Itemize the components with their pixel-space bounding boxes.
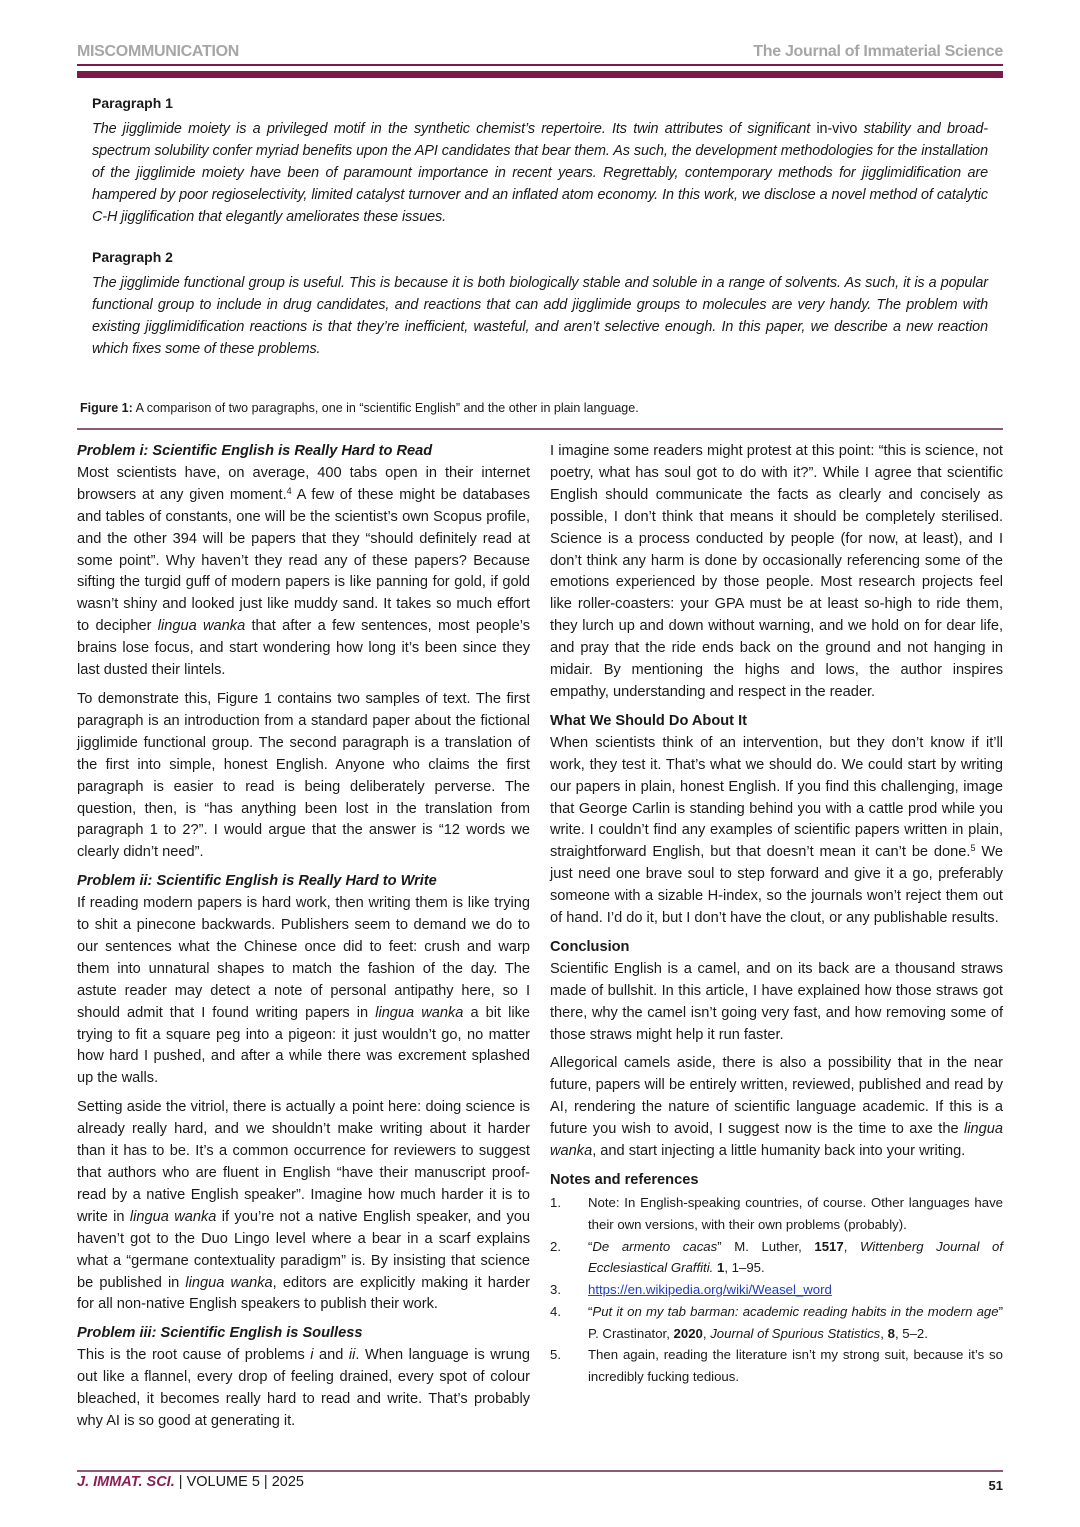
text-span: and — [313, 1347, 349, 1364]
footnote-ref[interactable]: 4 — [286, 485, 292, 496]
reference-title: De armento cacas — [592, 1238, 718, 1254]
text-span: We just need one brave soul to step forward and give it a go, preferably someone with a sizable H-index, so the journals won’t reject them out of hand. I’d do it, but I don’t have the clout, or any publishable results. — [550, 844, 1003, 927]
reference-text: Note: In English-speaking countries, of course. Other languages have their own versions, with their own problems (probably). — [588, 1194, 1003, 1232]
body-paragraph — [77, 463, 530, 682]
footnote-ref[interactable]: 5 — [970, 843, 976, 854]
footer-citation — [77, 1474, 304, 1490]
quote-mark: “ — [588, 1303, 593, 1319]
footer-rule — [77, 1470, 1003, 1472]
text-span: , editors are explicitly making it harder for all non-native English speakers to publish their work. — [77, 1274, 530, 1313]
reference-number: 4. — [550, 1303, 561, 1319]
header-thin-rule — [77, 64, 1003, 66]
reference-volume: 1 — [717, 1260, 725, 1276]
emphasis: lingua wanka — [157, 618, 246, 635]
reference-link[interactable]: https://en.wikipedia.org/wiki/Weasel_word — [588, 1282, 832, 1298]
figure-1 — [77, 92, 1003, 360]
footer-volume: | VOLUME 5 | 2025 — [174, 1474, 304, 1490]
emphasis: lingua wanka — [550, 1121, 1003, 1160]
reference-number: 1. — [550, 1194, 561, 1210]
section-title-what-we-should-do: What We Should Do About It — [550, 712, 747, 729]
header-thick-rule — [77, 71, 1003, 78]
reference-list — [550, 1192, 1003, 1388]
body-paragraph: I imagine some readers might protest at this point: “this is science, not poetry, what has soul got to do with it?”. While I agree that scientific English should communicate the facts as clearly and concisely as possible, I don’t think that means it should be completely sterilised. Science is a process conducted by people (for now, at least), and I don’t think any harm is done by occasionally referencing some of the emotions experienced by those people. Most research projects feel like roller-coasters: your GPA must be at least so-high to ride them, they lurch up and down without warning, and we hold on for dear life, and pray that the ride ends back on the ground and not hanging in midair. By mentioning the highs and lows, the author inspires empathy, understanding and respect in the reader. — [550, 443, 1003, 700]
section-title-problem-ii: Problem ii: Scientific English is Really Hard to Write — [77, 873, 437, 890]
reference-text — [588, 1279, 1003, 1301]
body-paragraph — [550, 1053, 1003, 1163]
reference-journal: Wittenberg Journal of Ecclesiastical Graffiti. — [588, 1238, 1004, 1276]
body-paragraph: Scientific English is a camel, and on its back are a thousand straws made of bullshit. In this article, I have explained how those straws got there, why the camel isn’t going very fast, and how removing some of those straws might help it run faster. — [550, 960, 1003, 1043]
figure-paragraph-2-text: The jigglimide functional group is useful. This is because it is both biologically stable and soluble in a range of solvents. As such, it is a popular functional group to include in drug candidates, and reactions that can add jigglimide groups to molecules are very handy. The problem with existing jigglimidification reactions is that they’re inefficient, wasteful, and aren’t selective enough. In this paper, we describe a new reaction which fixes some of these problems. — [92, 275, 988, 357]
reference-number: 5. — [550, 1347, 561, 1363]
text-span: This is the root cause of problems — [77, 1347, 311, 1364]
body-paragraph — [77, 1097, 530, 1316]
text-span: a bit like trying to fit a square peg into a pigeon: it just wouldn’t go, no matter how hard I pushed, and after a while there was excrement splashed up the walls. — [77, 1004, 530, 1087]
emphasis: ii — [348, 1347, 356, 1364]
text-span: . When language is wrung out like a flannel, every drop of feeling drained, every spot of colour bleached, it becomes really hard to read and write. That’s probably why AI is so good at generating it. — [77, 1347, 530, 1429]
text-span: Allegorical camels aside, there is also a possibility that in the near future, papers will be entirely written, reviewed, published and read by AI, rendering the nature of scientific language academic. If this is a future you wish to avoid, I suggest now is the time to axe the — [550, 1055, 1003, 1138]
reference-text — [588, 1236, 1003, 1280]
quote-mark: ” — [717, 1238, 722, 1254]
reference-pages: , 5–2. — [894, 1325, 928, 1341]
text-span: The jigglimide moiety is a privileged motif in the synthetic chemist’s repertoire. Its twin attributes of significant — [92, 121, 817, 137]
emphasis: lingua wanka — [375, 1004, 464, 1021]
reference-text — [588, 1301, 1003, 1345]
right-column — [550, 441, 1003, 1388]
text-span: If reading modern papers is hard work, then writing them is like trying to shit a pinecone backwards. Publishers seem to demand we do to our sentences what the Chinese once did to feet: crush and warp them into unnatural shapes to match the fashion of the day. The astute reader may detect a note of personal antipathy here, so I should admit that I found writing papers in — [77, 895, 530, 1021]
reference-year: 1517 — [814, 1238, 844, 1254]
left-column — [77, 441, 530, 1433]
reference-number: 2. — [550, 1238, 561, 1254]
section-title-conclusion: Conclusion — [550, 938, 630, 955]
body-paragraph — [77, 1345, 530, 1433]
section-title-references: Notes and references — [550, 1172, 699, 1188]
separator: , — [843, 1238, 860, 1254]
figure-paragraph-1-heading: Paragraph 1 — [92, 95, 173, 111]
body-paragraph: To demonstrate this, Figure 1 contains two samples of text. The first paragraph is an introduction from a standard paper about the fictional jigglimide functional group. The second paragraph is a translation of the first into simple, honest English. Anyone who claims the first paragraph is easier to read is being deliberately perverse. The question, then, is “has anything been lost in the translation from paragraph 1 to 2?”. I would argue that the answer is “12 words we clearly didn’t need”. — [77, 690, 530, 861]
section-title-problem-iii: Problem iii: Scientific English is Soulless — [77, 1325, 363, 1342]
reference-journal: Journal of Spurious Statistics — [710, 1325, 881, 1341]
figure-divider — [77, 428, 1003, 430]
text-span: When scientists think of an intervention, but they don’t know if it’ll work, they test it. That’s what we should do. We could start by writing our papers in plain, honest English. If you find this challenging, image that George Carlin is standing behind you with a cattle prod while you write. I couldn’t find any examples of scientific papers written in plain, straightforward English, but that doesn’t mean it can’t be done. — [550, 734, 1003, 861]
reference-number: 3. — [550, 1282, 561, 1298]
reference-item — [550, 1301, 1003, 1345]
reference-author: M. Luther, — [721, 1238, 815, 1254]
figure-paragraph-2-heading: Paragraph 2 — [92, 249, 173, 265]
caption-text: A comparison of two paragraphs, one in “scientific English” and the other in plain language. — [132, 401, 639, 415]
running-header-section: MISCOMMUNICATION — [77, 43, 239, 60]
footer-journal-abbrev: J. IMMAT. SCI. — [77, 1474, 175, 1490]
section-title-problem-i: Problem i: Scientific English is Really Hard to Read — [77, 443, 433, 459]
text-span: if you’re not a native English speaker, and you haven’t got to the Duo Lingo level where a bear in a scarf explains what a “germane contextuality paradigm” is. By insisting that science be published in — [77, 1208, 530, 1291]
emphasis: i — [310, 1347, 314, 1364]
caption-label: Figure 1: — [80, 401, 133, 415]
text-span: A few of these might be databases and tables of constants, one will be the scientist’s own Scopus profile, and the other 394 will be papers that they “should definitely read at some point”. Why haven’t they read any of these papers? Because sifting the turgid guff of modern papers is like panning for gold, if gold wasn’t shiny and looked just like muddy sand. It takes so much effort to decipher — [77, 486, 530, 635]
reference-volume: 8 — [887, 1325, 895, 1341]
text-span: Most scientists have, on average, 400 tabs open in their internet browsers at any given moment. — [77, 464, 530, 503]
reference-author: P. Crastinator, — [588, 1325, 674, 1341]
text-span: that after a few sentences, most people’s brains lose focus, and start wondering how long it’s been since they last dusted their lintels. — [77, 618, 530, 679]
quote-mark: “ — [588, 1238, 593, 1254]
emphasis: lingua wanka — [185, 1274, 273, 1291]
reference-item — [550, 1279, 1003, 1301]
emphasis: lingua wanka — [129, 1208, 217, 1225]
reference-year: 2020 — [673, 1325, 703, 1341]
text-span-upright: in-vivo — [816, 121, 858, 137]
page-number: 51 — [988, 1478, 1003, 1493]
reference-item — [550, 1192, 1003, 1236]
reference-item — [550, 1236, 1003, 1280]
running-header-journal: The Journal of Immaterial Science — [753, 43, 1003, 60]
text-span: Setting aside the vitriol, there is actually a point here: doing science is already really hard, and we shouldn’t make writing about it harder than it has to be. It’s a common occurrence for reviewers to suggest that authors who are fluent in English “have their manuscript proof-read by a native English speaker”. Imagine how much harder it is to write in — [77, 1099, 530, 1225]
body-paragraph — [77, 893, 530, 1090]
separator: , — [702, 1325, 711, 1341]
text-span: , and start injecting a little humanity back into your writing. — [592, 1143, 966, 1160]
separator: , — [880, 1325, 888, 1341]
figure-caption — [80, 401, 639, 415]
reference-pages: , 1–95. — [724, 1260, 765, 1276]
reference-title: Put it on my tab barman: academic reading habits in the modern age — [592, 1303, 999, 1319]
quote-mark: ” — [998, 1303, 1003, 1319]
body-paragraph — [550, 733, 1003, 930]
reference-text: Then again, reading the literature isn’t my strong suit, because it’s so incredibly fucking tedious. — [588, 1347, 1003, 1385]
reference-item — [550, 1344, 1003, 1388]
figure-paragraph-1-text — [92, 118, 988, 228]
text-span: stability and broad-spectrum solubility confer myriad benefits upon the API candidates that bear them. As such, the development methodologies for the installation of the jigglimide moiety have been of paramount importance in recent years. Regrettably, contemporary methods for jigglimidification are hampered by poor regioselectivity, limited catalyst turnover and an inflated atom economy. In this work, we disclose a novel method of catalytic C-H jigglification that elegantly ameliorates these issues. — [92, 121, 988, 225]
